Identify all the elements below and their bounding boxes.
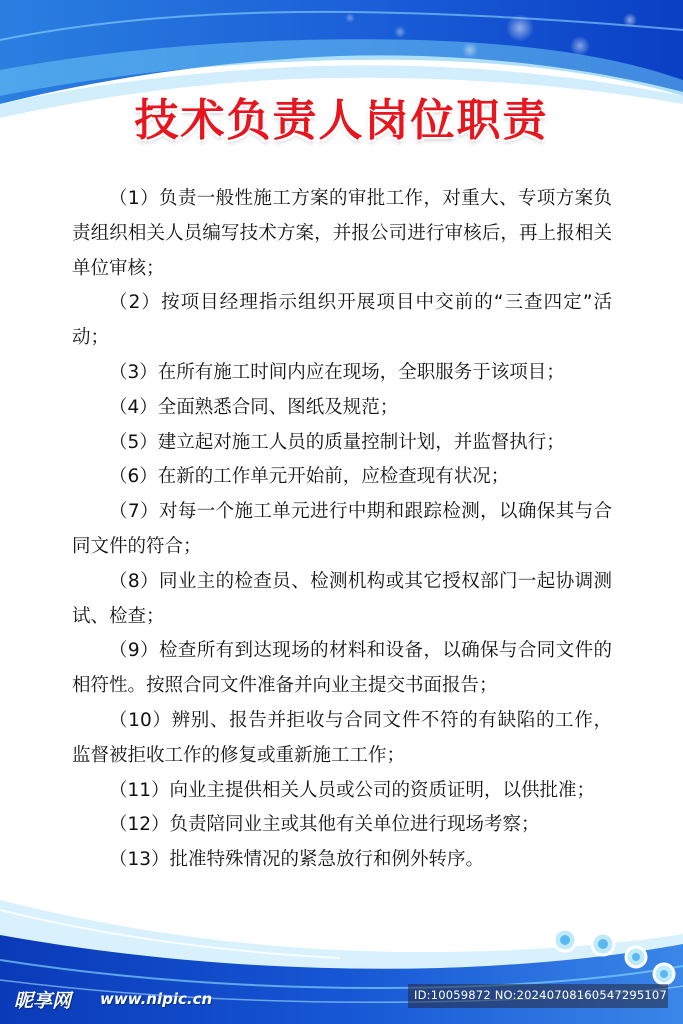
duty-item-13: （13）批准特殊情况的紧急放行和例外转序。 xyxy=(109,849,485,871)
duty-item-4: （4）全面熟悉合同、图纸及规范； xyxy=(109,396,399,418)
duty-item-2: （2）按项目经理指示组织开展项目中交前的“三查四定”活动； xyxy=(72,292,612,349)
duty-item-10: （10）辨别、报告并拒收与合同文件不符的有缺陷的工作，监督被拒收工作的修复或重新施工工作； xyxy=(72,709,612,766)
watermark-logo: 昵享网 xyxy=(14,990,72,1012)
duty-item-1: （1）负责一般性施工方案的审批工作，对重大、专项方案负责组织相关人员编写技术方案，并报公司进行审核后，再上报相关单位审核； xyxy=(72,188,612,279)
watermark-url: www.nipic.cn xyxy=(100,990,213,1008)
duty-item-7: （7）对每一个施工单元进行中期和跟踪检测，以确保其与合同文件的符合； xyxy=(72,501,612,557)
duty-item-12: （12）负责陪同业主或其他有关单位进行现场考察； xyxy=(109,814,540,836)
duty-list xyxy=(72,182,612,878)
page-title: 技术负责人岗位职责 xyxy=(134,95,549,146)
duty-item-9: （9）检查所有到达现场的材料和设备，以确保与合同文件的相符性。按照合同文件准备并向业主提交书面报告； xyxy=(72,640,612,697)
duty-item-5: （5）建立起对施工人员的质量控制计划，并监督执行； xyxy=(109,431,565,453)
duty-item-6: （6）在新的工作单元开始前，应检查现有状况； xyxy=(109,466,510,488)
duty-item-3: （3）在所有施工时间内应在现场，全职服务于该项目； xyxy=(109,361,565,383)
duty-item-8: （8）同业主的检查员、检测机构或其它授权部门一起协调测试、检查； xyxy=(72,570,612,627)
duty-item-11: （11）向业主提供相关人员或公司的资质证明，以供批准； xyxy=(109,779,596,801)
image-id-text: ID:10059872 NO:20240708160547295107 xyxy=(414,988,667,1002)
